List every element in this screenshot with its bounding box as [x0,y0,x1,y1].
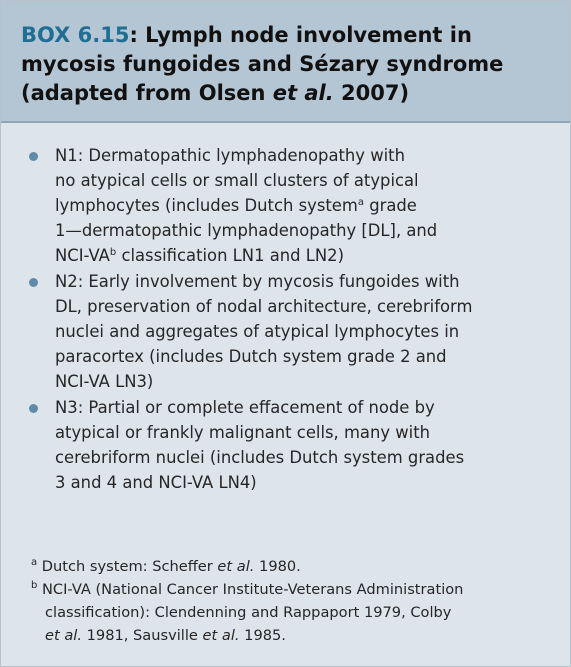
list-item-n1: N1: Dermatopathic lymphadenopathy with no atypical cells or small clusters of atypical lymphocytes (includes Dutch system$^a$ grade 1—dermatopathic lymphadenopathy [DL], and NCI-$VA^b$ classification LN1 and LN2) [29,143,552,268]
bullet-icon [29,278,38,287]
list-item-n2: N2: Early involvement by mycosis fungoides with DL, preservation of nodal architecture, cerebriform nuclei and aggregates of atypical lymphocytes in paracortex (includes Dutch system grade 2 and NCI-VA LN3) [29,269,552,394]
list-item-n3: N3: Partial or complete effacement of node by atypical or frankly malignant cells, many with cerebriform nuclei (includes Dutch system grades 3 and 4 and NCI-VA LN4) [29,395,552,495]
box-body [1,123,570,495]
box-header [1,1,570,123]
footnote-ref-a: a [357,197,364,208]
footnote-ref-b: b [109,247,117,258]
bullet-icon [29,152,38,161]
footnote-b: $^b$ NCI-VA (National Cancer Institute-Veterans Administration classification): Clendenning and Rappaport 1979, Colby et al. 1981, Sausville et al. 1985. [31,580,464,644]
footnote-a: $^a$ Dutch system: Scheffer et al. 1980. [31,557,301,575]
box-title: BOX 6.15: Lymph node involvement in mycosis fungoides and Sézary syndrome (adapted from Olsen et al. 2007) [21,23,504,105]
box-number: BOX 6.15 [21,23,130,47]
bullet-icon [29,404,38,413]
footnotes [31,555,556,647]
